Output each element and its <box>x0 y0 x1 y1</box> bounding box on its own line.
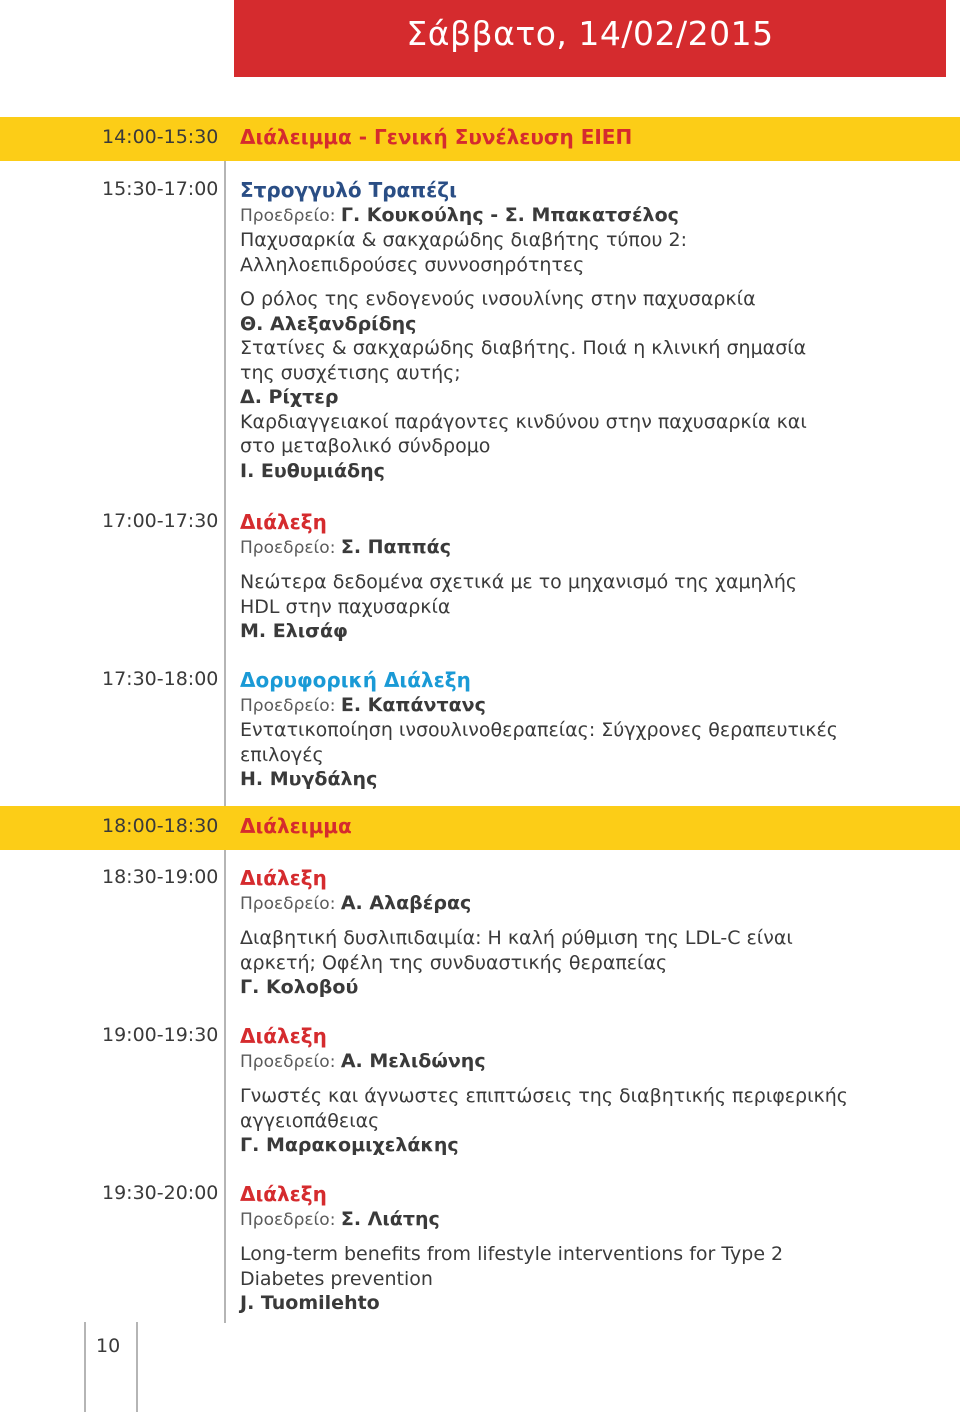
chair-names: Σ. Λιάτης <box>340 1208 440 1230</box>
chair-label: Προεδρείο: <box>240 538 336 558</box>
session-title: Διάλεξη <box>240 1182 327 1206</box>
chair-names: Ε. Καπάντανς <box>340 694 486 716</box>
chair-names: Γ. Κουκούλης - Σ. Μπακατσέλος <box>340 204 679 226</box>
chair-names: Σ. Παππάς <box>340 536 451 558</box>
session-title-part: Διάλεξη <box>383 668 471 692</box>
session-time: 17:30-18:00 <box>102 668 219 690</box>
vertical-divider <box>224 117 226 1323</box>
talk-title: αγγειοπάθειας <box>240 1109 380 1132</box>
break-band-1 <box>0 117 960 161</box>
talk-title: επιλογές <box>240 743 324 766</box>
chair-label: Προεδρείο: <box>240 206 336 226</box>
talk-title: Γνωστές και άγνωστες επιπτώσεις της διαβητικής περιφερικής <box>240 1085 848 1107</box>
talk-speaker: Γ. Κολοβού <box>240 976 359 998</box>
session-chair <box>240 693 920 718</box>
talk-title: Διαβητική δυσλιπιδαιμία: Η καλή ρύθμιση της LDL-C είναι <box>240 927 793 949</box>
session-chair <box>240 891 920 916</box>
chair-label: Προεδρείο: <box>240 1210 336 1230</box>
talk-speaker: J. Tuomilehto <box>240 1292 380 1314</box>
talk-title: Νεώτερα δεδομένα σχετικά με το μηχανισμό της χαμηλής <box>240 571 798 593</box>
talk-title: Εντατικοποίηση ινσουλινοθεραπείας: Σύγχρονες θεραπευτικές <box>240 719 838 741</box>
chair-label: Προεδρείο: <box>240 894 336 914</box>
session-time: 15:30-17:00 <box>102 178 219 200</box>
talk-title: Στατίνες & σακχαρώδης διαβήτης. Ποιά η κλινική σημασία <box>240 337 807 359</box>
session-time: 19:30-20:00 <box>102 1182 219 1204</box>
session-title: Διάλεξη <box>240 1024 327 1048</box>
session-title: Διάλεξη <box>240 866 327 890</box>
session-chair <box>240 203 920 228</box>
session-chair <box>240 1049 920 1074</box>
band-title: Διάλειμμα - Γενική Συνέλευση ΕΙΕΠ <box>240 125 633 149</box>
talk-title: της συσχέτισης αυτής; <box>240 361 461 384</box>
chair-names: Α. Μελιδώνης <box>340 1050 486 1072</box>
session-time: 18:30-19:00 <box>102 866 219 888</box>
break-band-2 <box>0 806 960 850</box>
talk-title: Diabetes prevention <box>240 1267 433 1290</box>
session-title: Διάλεξη <box>240 510 327 534</box>
talk-title: Ο ρόλος της ενδογενούς ινσουλίνης στην παχυσαρκία <box>240 288 756 310</box>
talk-title: αρκετή; Οφέλη της συνδυαστικής θεραπείας <box>240 951 668 974</box>
date-title: Σάββατο, 14/02/2015 <box>406 14 774 53</box>
chair-names: Α. Αλαβέρας <box>340 892 472 914</box>
talk-title: HDL στην παχυσαρκία <box>240 595 451 618</box>
session-title: Στρογγυλό Τραπέζι <box>240 178 457 202</box>
talk-speaker: Μ. Ελισάφ <box>240 620 348 642</box>
page-number: 10 <box>96 1335 121 1357</box>
session-chair <box>240 535 920 560</box>
talk-title: στο μεταβολικό σύνδρομο <box>240 435 491 457</box>
talk-speaker: Δ. Ρίχτερ <box>240 386 339 408</box>
date-header <box>234 0 946 77</box>
session-title <box>240 668 920 693</box>
band-time: 14:00-15:30 <box>102 126 219 148</box>
session-title-part: Δορυφορική <box>240 668 377 692</box>
session-chair <box>240 1207 920 1232</box>
talk-title: Καρδιαγγειακοί παράγοντες κινδύνου στην παχυσαρκία και <box>240 410 807 433</box>
session-time: 17:00-17:30 <box>102 510 219 532</box>
session-subtitle-line: Αλληλοεπιδρούσες συννοσηρότητες <box>240 253 585 276</box>
session-time: 19:00-19:30 <box>102 1024 219 1046</box>
talk-title: Long-term benefits from lifestyle interventions for Type 2 <box>240 1243 784 1265</box>
talk-speaker: Γ. Μαρακομιχελάκης <box>240 1134 459 1156</box>
chair-label: Προεδρείο: <box>240 696 336 716</box>
session-subtitle-line: Παχυσαρκία & σακχαρώδης διαβήτης τύπου 2: <box>240 229 687 251</box>
talk-speaker: Ι. Ευθυμιάδης <box>240 459 385 482</box>
band-time: 18:00-18:30 <box>102 815 219 837</box>
band-title: Διάλειμμα <box>240 814 352 838</box>
talk-speaker: Θ. Αλεξανδρίδης <box>240 312 417 335</box>
talk-speaker: Η. Μυγδάλης <box>240 768 378 790</box>
chair-label: Προεδρείο: <box>240 1052 336 1072</box>
